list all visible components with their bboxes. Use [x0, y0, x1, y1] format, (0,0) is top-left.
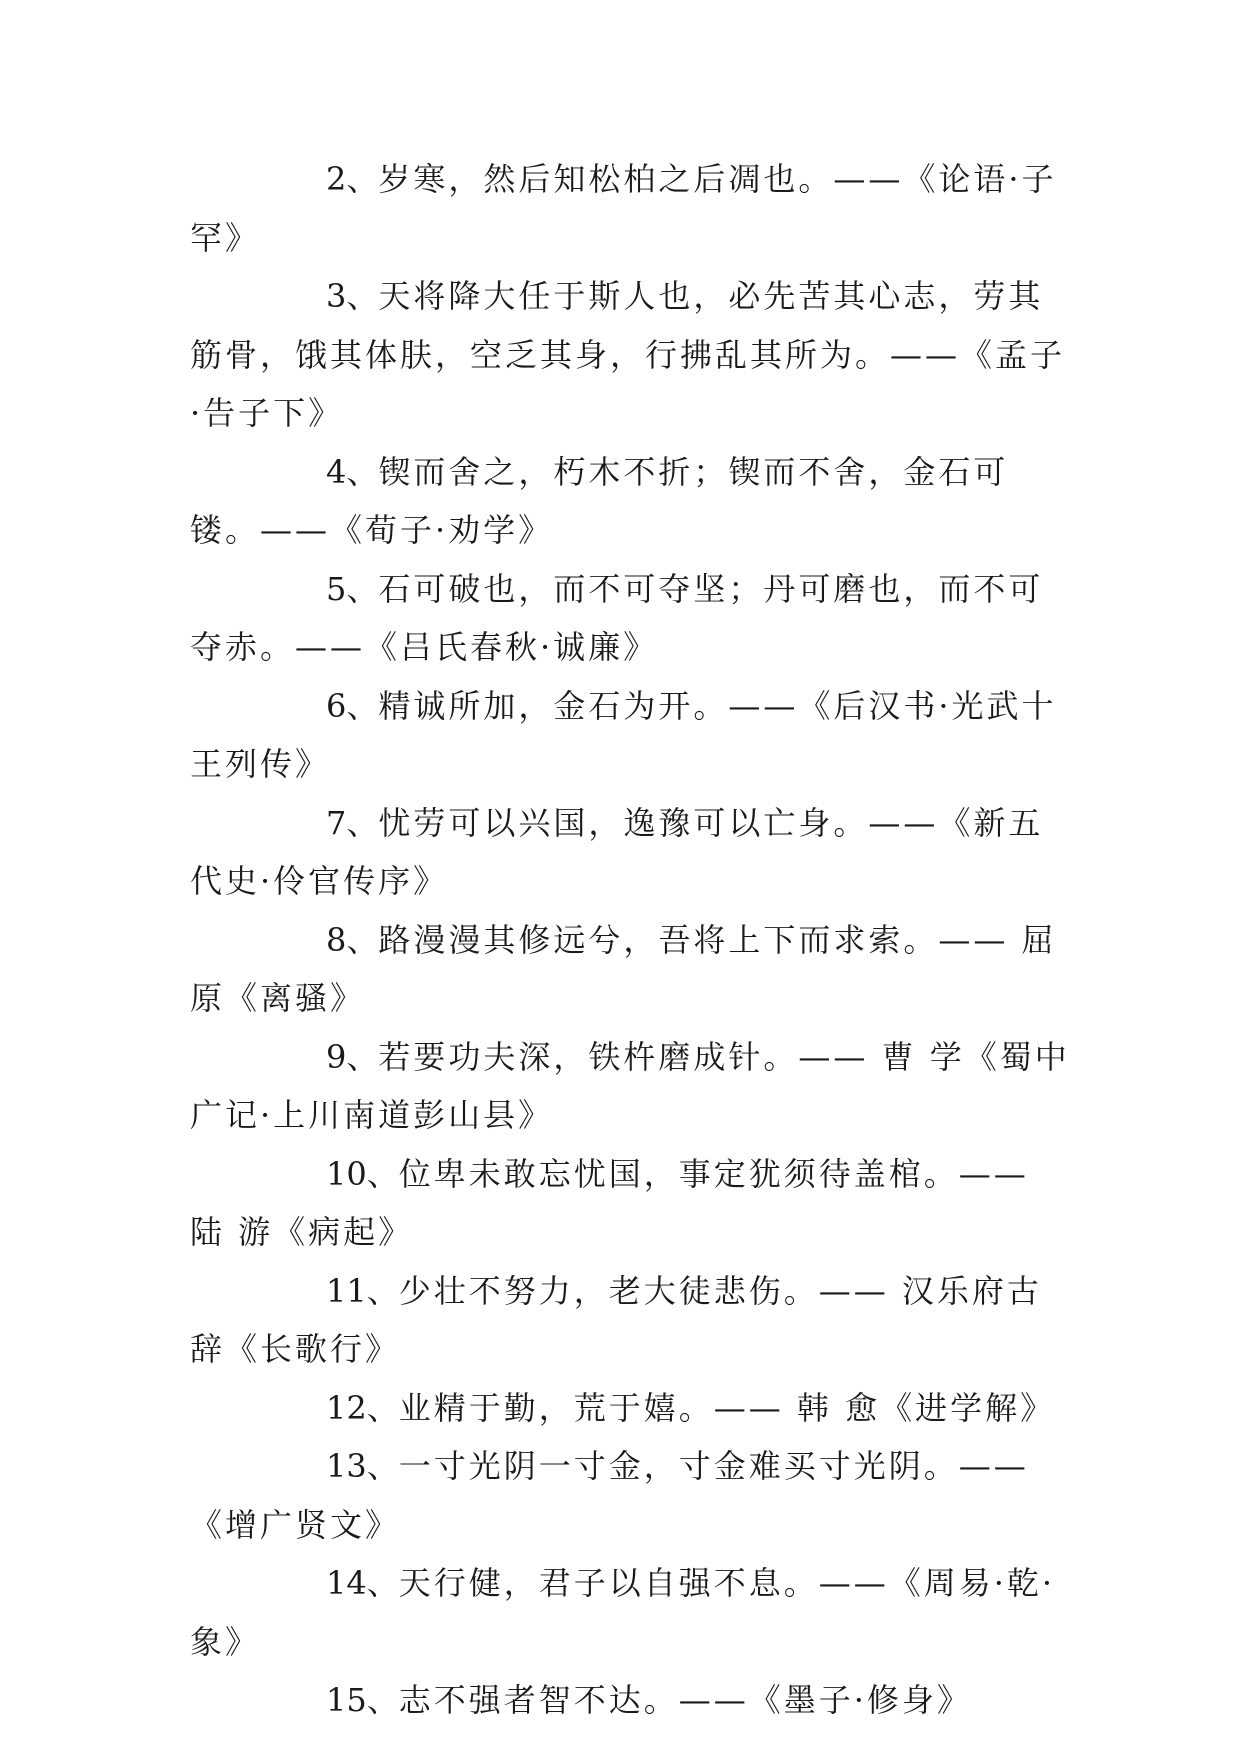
quote-number: 14、 — [326, 1564, 399, 1602]
quote-item — [190, 1554, 1070, 1671]
quote-text: 位卑未敢忘忧国，事定犹须待盖棺。—— 陆 游《病起》 — [190, 1154, 1029, 1251]
quote-text: 石可破也，而不可夺坚；丹可磨也，而不可夺赤。——《吕氏春秋·诚廉》 — [190, 569, 1044, 666]
quote-item — [190, 560, 1070, 677]
quote-number: 10、 — [326, 1154, 399, 1193]
quote-number: 6、 — [326, 686, 379, 725]
quote-number: 7、 — [326, 803, 379, 842]
quote-number: 5、 — [326, 569, 379, 608]
quote-text: 少壮不努力，老大徒悲伤。—— 汉乐府古辞《长歌行》 — [190, 1271, 1042, 1368]
quote-text: 精诚所加，金石为开。——《后汉书·光武十王列传》 — [190, 686, 1057, 783]
quote-item — [190, 794, 1070, 911]
quote-text: 志不强者智不达。——《墨子·修身》 — [398, 1681, 972, 1719]
quote-text: 业精于勤，荒于嬉。—— 韩 愈《进学解》 — [398, 1388, 1056, 1427]
quote-item — [190, 150, 1070, 267]
quote-number: 11、 — [326, 1271, 399, 1310]
quote-item — [190, 677, 1070, 794]
quote-item — [190, 267, 1070, 443]
quote-item — [190, 1437, 1070, 1554]
quote-text: 天将降大任于斯人也，必先苦其心志，劳其筋骨，饿其体肤，空乏其身，行拂乱其所为。——《孟子·告子下》 — [190, 277, 1066, 432]
quote-item — [190, 911, 1070, 1028]
quote-text: 一寸光阴一寸金，寸金难买寸光阴。——《增广贤文》 — [190, 1447, 1029, 1544]
quote-item — [190, 443, 1070, 560]
quote-item — [190, 1262, 1070, 1379]
quote-text: 锲而舍之，朽木不折；锲而不舍，金石可镂。——《荀子·劝学》 — [190, 452, 1009, 549]
quote-item — [190, 1671, 1070, 1730]
quote-number: 9、 — [326, 1037, 379, 1076]
quote-number: 15、 — [326, 1681, 399, 1719]
quote-item — [190, 1379, 1070, 1438]
quote-item — [190, 1028, 1070, 1145]
quote-text: 路漫漫其修远兮，吾将上下而求索。—— 屈 原《离骚》 — [190, 920, 1057, 1017]
quote-text: 若要功夫深，铁杵磨成针。—— 曹 学《蜀中广记·上川南道彭山县》 — [190, 1037, 1070, 1134]
quote-list — [190, 150, 1070, 1730]
quote-text: 忧劳可以兴国，逸豫可以亡身。——《新五代史·伶官传序》 — [190, 803, 1044, 900]
quote-number: 8、 — [326, 920, 379, 959]
quote-number: 4、 — [326, 452, 379, 491]
quote-item — [190, 1145, 1070, 1262]
quote-number: 13、 — [326, 1447, 399, 1485]
quote-number: 3、 — [326, 277, 379, 315]
quote-number: 2、 — [326, 160, 379, 198]
quote-text: 天行健，君子以自强不息。——《周易·乾·象》 — [190, 1564, 1056, 1661]
quote-text: 岁寒，然后知松柏之后凋也。——《论语·子罕》 — [190, 160, 1057, 257]
quote-number: 12、 — [326, 1388, 399, 1427]
